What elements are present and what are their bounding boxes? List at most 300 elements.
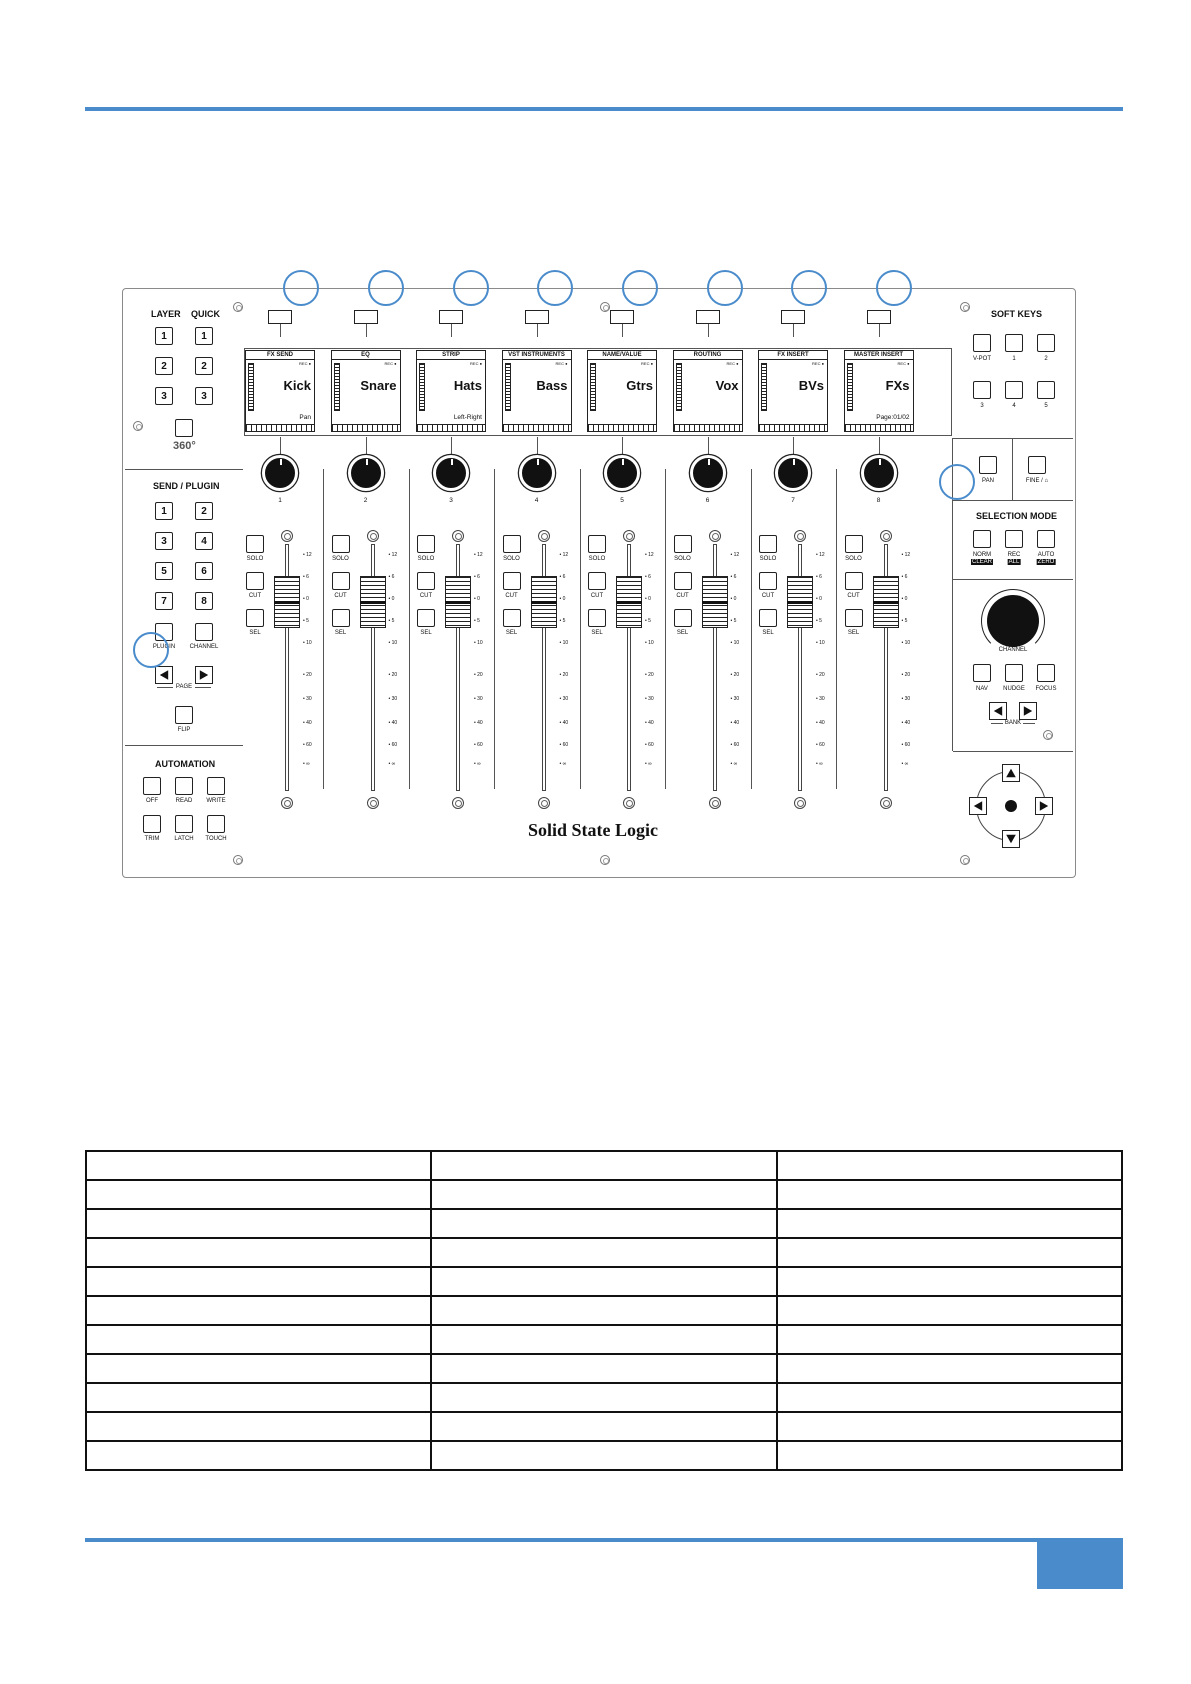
automation-trim-button[interactable] [143, 815, 161, 833]
automation-off-button[interactable] [143, 777, 161, 795]
fader-scale-mark: • 6 [474, 574, 480, 580]
display-track-name: FXs [885, 378, 910, 393]
display-track-name: BVs [798, 378, 824, 393]
table-cell [431, 1412, 776, 1441]
table-cell [431, 1151, 776, 1180]
dpad-left-button[interactable] [969, 797, 987, 815]
strip-cut-button-7[interactable] [759, 572, 777, 590]
knob-connector [879, 437, 880, 455]
soft-key-2[interactable] [1037, 334, 1055, 352]
automation-write-button[interactable] [207, 777, 225, 795]
table-row [86, 1151, 1122, 1180]
360-button[interactable] [175, 419, 193, 437]
selection-rec-button[interactable] [1005, 530, 1023, 548]
soft-key-1[interactable] [1005, 334, 1023, 352]
strip-divider [751, 469, 752, 789]
key-connector [622, 324, 623, 337]
page-bracket [157, 687, 173, 688]
callout-circle [453, 270, 489, 306]
display-parameter: Page:01/02 [876, 414, 910, 421]
key-connector [280, 324, 281, 337]
display-track-name: Snare [360, 378, 397, 393]
strip-sel-button-7[interactable] [759, 609, 777, 627]
soft-key-3-label: 3 [980, 403, 984, 409]
right-divider [953, 500, 1073, 501]
fader-scale-mark: • 5 [816, 618, 822, 624]
display-parameter: Pan [299, 414, 311, 421]
strip-solo-button-4[interactable] [503, 535, 521, 553]
display-meter [419, 363, 425, 411]
automation-off-label: OFF [146, 798, 158, 804]
screw-icon [600, 302, 610, 312]
screw-icon [233, 855, 243, 865]
dpad-down-button[interactable] [1002, 830, 1020, 848]
selection-mode-label: SELECTION MODE [976, 511, 1058, 521]
fader-bottom-led [623, 797, 635, 809]
strip-solo-button-8[interactable] [845, 535, 863, 553]
fader-3[interactable] [445, 576, 471, 628]
fader-scale-mark: • 60 [645, 742, 654, 748]
strip-sel-button-1[interactable] [246, 609, 264, 627]
key-connector [451, 324, 452, 337]
strip-button-label: SOLO [503, 556, 520, 562]
channel-button[interactable] [195, 623, 213, 641]
soft-key-5[interactable] [1037, 381, 1055, 399]
callout-circle [876, 270, 912, 306]
fader-scale-mark: • 60 [559, 742, 569, 748]
strip-solo-button-6[interactable] [674, 535, 692, 553]
fader-scale-mark: • 40 [474, 720, 483, 726]
display-foot-bar [588, 424, 656, 431]
fader-top-led [538, 530, 550, 542]
strip-sel-button-3[interactable] [417, 609, 435, 627]
strip-divider [494, 469, 495, 789]
strip-button-label: SOLO [246, 556, 264, 562]
table-row [86, 1441, 1122, 1470]
strip-button-label: SEL [676, 630, 689, 636]
fader-scale-mark: • 0 [645, 596, 651, 602]
fader-scale-mark: • 6 [388, 574, 395, 580]
display-track-name: Vox [715, 378, 739, 393]
display-select-key-2[interactable] [354, 310, 378, 324]
strip-cut-button-1[interactable] [246, 572, 264, 590]
key-connector [366, 324, 367, 337]
selection-norm-button[interactable] [973, 530, 991, 548]
fader-scale-mark: • 60 [901, 742, 911, 748]
table-cell [777, 1383, 1122, 1412]
quick-button-1[interactable]: 1 [195, 327, 213, 345]
soft-key-2-label: 2 [1044, 356, 1048, 362]
table-cell [86, 1238, 431, 1267]
channel-encoder-4[interactable] [519, 455, 555, 491]
channel-number: 7 [791, 497, 795, 504]
display-track-name: Gtrs [626, 378, 653, 393]
bank-left-button[interactable] [989, 702, 1007, 720]
channel-display-6 [673, 350, 743, 432]
knob-connector [451, 437, 452, 455]
channel-display-2 [331, 350, 401, 432]
display-parameter: Left-Right [453, 414, 482, 421]
strip-button-label: SEL [334, 630, 347, 636]
fader-scale-mark: • 60 [816, 742, 825, 748]
display-track-name: Bass [536, 378, 568, 393]
focus-button[interactable] [1037, 664, 1055, 682]
strip-cut-button-2[interactable] [332, 572, 350, 590]
display-header: STRIP [417, 351, 485, 360]
send-button-8[interactable]: 8 [195, 592, 213, 610]
strip-cut-button-3[interactable] [417, 572, 435, 590]
display-rec-indicator: REC ● [470, 361, 482, 366]
display-select-key-5[interactable] [610, 310, 634, 324]
strip-solo-button-5[interactable] [588, 535, 606, 553]
fine-label: FINE / ⌂ [1025, 478, 1049, 484]
table-cell [431, 1441, 776, 1470]
automation-latch-label: LATCH [174, 836, 194, 842]
send-button-1[interactable]: 1 [155, 502, 173, 520]
fader-scale-mark: • 20 [388, 672, 398, 678]
display-rec-indicator: REC ● [812, 361, 824, 366]
strip-button-label: CUT [248, 593, 262, 599]
display-rec-indicator: REC ● [641, 361, 653, 366]
callout-circle [537, 270, 573, 306]
flip-button[interactable] [175, 706, 193, 724]
arrow-right-icon [198, 669, 210, 681]
automation-write-label: WRITE [206, 798, 226, 804]
fader-4[interactable] [531, 576, 557, 628]
fader-bottom-led [281, 797, 293, 809]
dpad-up-button[interactable] [1002, 764, 1020, 782]
table-cell [86, 1441, 431, 1470]
layer-button-1[interactable]: 1 [155, 327, 173, 345]
strip-button-label: SEL [591, 630, 603, 636]
soft-keys-label: SOFT KEYS [991, 309, 1043, 319]
table-row [86, 1383, 1122, 1412]
fader-1[interactable] [274, 576, 300, 628]
selection-all-label: ALL [1008, 559, 1020, 565]
bank-bracket [1023, 723, 1035, 724]
fader-scale-mark: • 0 [474, 596, 480, 602]
automation-read-label: READ [175, 798, 193, 804]
fader-scale-mark: • ∞ [901, 761, 909, 767]
table-cell [777, 1209, 1122, 1238]
fader-8[interactable] [873, 576, 899, 628]
fader-scale-mark: • ∞ [730, 761, 738, 767]
table-cell [86, 1325, 431, 1354]
send-button-4[interactable]: 4 [195, 532, 213, 550]
channel-encoder-6[interactable] [690, 455, 726, 491]
strip-sel-button-5[interactable] [588, 609, 606, 627]
screw-icon [960, 855, 970, 865]
knob-connector [280, 437, 281, 455]
strip-button-label: SEL [505, 630, 518, 636]
strip-button-label: CUT [419, 593, 433, 599]
soft-key-vpot-label: V-POT [972, 356, 992, 362]
strip-divider [665, 469, 666, 789]
callout-circle [283, 270, 319, 306]
channel-number: 1 [278, 497, 282, 504]
fader-scale-mark: • 60 [474, 742, 483, 748]
strip-solo-button-2[interactable] [332, 535, 350, 553]
fader-scale-mark: • 40 [645, 720, 654, 726]
send-button-2[interactable]: 2 [195, 502, 213, 520]
selection-zero-label: ZERO [1037, 559, 1055, 565]
arrow-right-icon [1038, 800, 1050, 812]
quick-button-2[interactable]: 2 [195, 357, 213, 375]
fader-scale-mark: • 10 [730, 640, 740, 646]
fader-scale-mark: • 0 [388, 596, 395, 602]
fader-scale-mark: • 20 [730, 672, 740, 678]
strip-divider [323, 469, 324, 789]
channel-encoder-7[interactable] [775, 455, 811, 491]
strip-button-label: CUT [761, 593, 775, 599]
fader-scale-mark: • 0 [816, 596, 822, 602]
display-select-key-6[interactable] [696, 310, 720, 324]
selection-norm-label: NORM [972, 552, 992, 558]
fader-scale-mark: • 12 [730, 552, 740, 558]
channel-encoder-1[interactable] [262, 455, 298, 491]
table-cell [431, 1209, 776, 1238]
table-cell [777, 1325, 1122, 1354]
fader-scale-mark: • 6 [901, 574, 908, 580]
right-divider-v [1012, 438, 1013, 500]
arrow-right-icon [1022, 705, 1034, 717]
fader-2[interactable] [360, 576, 386, 628]
fader-scale-mark: • 10 [388, 640, 398, 646]
table-cell [86, 1267, 431, 1296]
fader-scale-mark: • 12 [816, 552, 825, 558]
fader-scale-mark: • 40 [901, 720, 911, 726]
display-header: ROUTING [674, 351, 742, 360]
quick-button-3[interactable]: 3 [195, 387, 213, 405]
strip-divider [836, 469, 837, 789]
strip-sel-button-2[interactable] [332, 609, 350, 627]
display-foot-bar [674, 424, 742, 431]
display-rec-indicator: REC ● [299, 361, 311, 366]
table-row [86, 1209, 1122, 1238]
page-left-button[interactable] [155, 666, 173, 684]
display-meter [248, 363, 254, 411]
knob-connector [793, 437, 794, 455]
fader-scale-mark: • 20 [645, 672, 654, 678]
key-connector [879, 324, 880, 337]
strip-sel-button-6[interactable] [674, 609, 692, 627]
fader-scale-mark: • 30 [816, 696, 825, 702]
360-logo: 360° [173, 440, 196, 452]
strip-button-label: SOLO [332, 556, 349, 562]
send-button-7[interactable]: 7 [155, 592, 173, 610]
strip-cut-button-8[interactable] [845, 572, 863, 590]
table-cell [86, 1354, 431, 1383]
strip-solo-button-7[interactable] [759, 535, 777, 553]
quick-label: QUICK [191, 309, 220, 319]
brand-logo: Solid State Logic [528, 820, 659, 840]
display-foot-bar [246, 424, 314, 431]
fader-scale-mark: • 20 [901, 672, 911, 678]
strip-cut-button-6[interactable] [674, 572, 692, 590]
channel-encoder-3[interactable] [433, 455, 469, 491]
display-rec-indicator: REC ● [555, 361, 568, 366]
strip-button-label: SOLO [845, 556, 862, 562]
fader-scale-mark: • ∞ [474, 761, 481, 767]
fader-scale-mark: • ∞ [559, 761, 567, 767]
fader-5[interactable] [616, 576, 642, 628]
fader-scale-mark: • ∞ [388, 761, 396, 767]
send-button-6[interactable]: 6 [195, 562, 213, 580]
fine-button[interactable] [1028, 456, 1046, 474]
table-cell [777, 1441, 1122, 1470]
channel-encoder-8[interactable] [861, 455, 897, 491]
fader-scale-mark: • 30 [303, 696, 312, 702]
fader-scale-mark: • 10 [559, 640, 569, 646]
fader-bottom-led [709, 797, 721, 809]
display-foot-bar [759, 424, 827, 431]
strip-button-label: SEL [847, 630, 860, 636]
display-select-key-4[interactable] [525, 310, 549, 324]
fader-scale-mark: • 20 [559, 672, 569, 678]
fader-bottom-led [452, 797, 464, 809]
screw-icon [960, 302, 970, 312]
bank-bracket [991, 723, 1003, 724]
table-cell [777, 1151, 1122, 1180]
display-rec-indicator: REC ● [726, 361, 739, 366]
page-right-button[interactable] [195, 666, 213, 684]
selection-auto-button[interactable] [1037, 530, 1055, 548]
strip-cut-button-5[interactable] [588, 572, 606, 590]
display-select-key-7[interactable] [781, 310, 805, 324]
strip-sel-button-4[interactable] [503, 609, 521, 627]
fader-scale-mark: • 30 [559, 696, 569, 702]
strip-button-label: SEL [249, 630, 261, 636]
channel-number: 8 [876, 497, 881, 504]
fader-scale-mark: • 10 [645, 640, 654, 646]
table-cell [86, 1180, 431, 1209]
channel-encoder-2[interactable] [348, 455, 384, 491]
display-select-key-8[interactable] [867, 310, 891, 324]
dpad-right-button[interactable] [1035, 797, 1053, 815]
page-bracket [195, 687, 211, 688]
bank-label: BANK [1004, 720, 1022, 726]
table-row [86, 1180, 1122, 1209]
table-cell [431, 1267, 776, 1296]
table-cell [777, 1296, 1122, 1325]
soft-key-1-label: 1 [1012, 356, 1016, 362]
strip-solo-button-1[interactable] [246, 535, 264, 553]
fader-scale-mark: • 40 [730, 720, 740, 726]
channel-display-5 [587, 350, 657, 432]
arrow-up-icon [1005, 767, 1017, 779]
soft-key-vpot[interactable] [973, 334, 991, 352]
left-divider [125, 745, 243, 746]
strip-button-label: CUT [590, 593, 604, 599]
table-cell [431, 1325, 776, 1354]
send-plugin-label: SEND / PLUGIN [153, 481, 220, 491]
nudge-button[interactable] [1005, 664, 1023, 682]
fader-scale-mark: • 20 [816, 672, 825, 678]
blank-table [85, 1150, 1123, 1471]
callout-circle [707, 270, 743, 306]
channel-encoder-5[interactable] [604, 455, 640, 491]
page-number-box [1037, 1541, 1123, 1589]
display-meter [334, 363, 340, 411]
display-select-key-3[interactable] [439, 310, 463, 324]
send-button-3[interactable]: 3 [155, 532, 173, 550]
right-divider [953, 579, 1073, 580]
strip-cut-button-4[interactable] [503, 572, 521, 590]
strip-solo-button-3[interactable] [417, 535, 435, 553]
strip-button-label: SOLO [674, 556, 691, 562]
arrow-left-icon [158, 669, 170, 681]
table-cell [777, 1238, 1122, 1267]
channel-number: 4 [534, 497, 539, 504]
soft-key-4-label: 4 [1012, 403, 1016, 409]
strip-sel-button-8[interactable] [845, 609, 863, 627]
fader-scale-mark: • 5 [303, 618, 309, 624]
layer-button-3[interactable]: 3 [155, 387, 173, 405]
layer-button-2[interactable]: 2 [155, 357, 173, 375]
display-meter [847, 363, 853, 411]
table-cell [777, 1180, 1122, 1209]
bank-right-button[interactable] [1019, 702, 1037, 720]
strip-divider [409, 469, 410, 789]
display-meter [505, 363, 511, 411]
fader-7[interactable] [787, 576, 813, 628]
pan-button[interactable] [979, 456, 997, 474]
fader-scale-mark: • 0 [559, 596, 566, 602]
arrow-down-icon [1005, 833, 1017, 845]
fader-scale-mark: • 6 [559, 574, 566, 580]
fader-scale-mark: • 6 [730, 574, 737, 580]
table-row [86, 1296, 1122, 1325]
fader-6[interactable] [702, 576, 728, 628]
left-divider [125, 469, 243, 470]
fader-scale-mark: • 30 [388, 696, 398, 702]
display-meter [761, 363, 767, 411]
fader-scale-mark: • 40 [816, 720, 825, 726]
table-row [86, 1412, 1122, 1441]
display-meter [590, 363, 596, 411]
strip-divider [580, 469, 581, 789]
fader-scale-mark: • 5 [645, 618, 651, 624]
channel-number: 2 [363, 497, 368, 504]
fader-scale-mark: • 30 [645, 696, 654, 702]
strip-button-label: SEL [420, 630, 432, 636]
fader-scale-mark: • 12 [303, 552, 312, 558]
nav-button[interactable] [973, 664, 991, 682]
soft-key-4[interactable] [1005, 381, 1023, 399]
send-button-5[interactable]: 5 [155, 562, 173, 580]
fader-scale-mark: • 0 [730, 596, 737, 602]
fader-bottom-led [794, 797, 806, 809]
strip-button-label: CUT [676, 593, 689, 599]
fader-scale-mark: • 6 [645, 574, 651, 580]
screw-icon [233, 302, 243, 312]
display-select-key-1[interactable] [268, 310, 292, 324]
dpad-center-button[interactable] [1005, 800, 1017, 812]
display-meter [676, 363, 682, 411]
fader-scale-mark: • 0 [901, 596, 908, 602]
automation-read-button[interactable] [175, 777, 193, 795]
plugin-label: PLUGIN [152, 644, 176, 650]
channel-encoder[interactable] [987, 595, 1039, 647]
callout-circle [791, 270, 827, 306]
arrow-left-icon [972, 800, 984, 812]
table-cell [431, 1354, 776, 1383]
channel-display-1 [245, 350, 315, 432]
automation-latch-button[interactable] [175, 815, 193, 833]
automation-touch-button[interactable] [207, 815, 225, 833]
soft-key-3[interactable] [973, 381, 991, 399]
soft-key-5-label: 5 [1044, 403, 1048, 409]
